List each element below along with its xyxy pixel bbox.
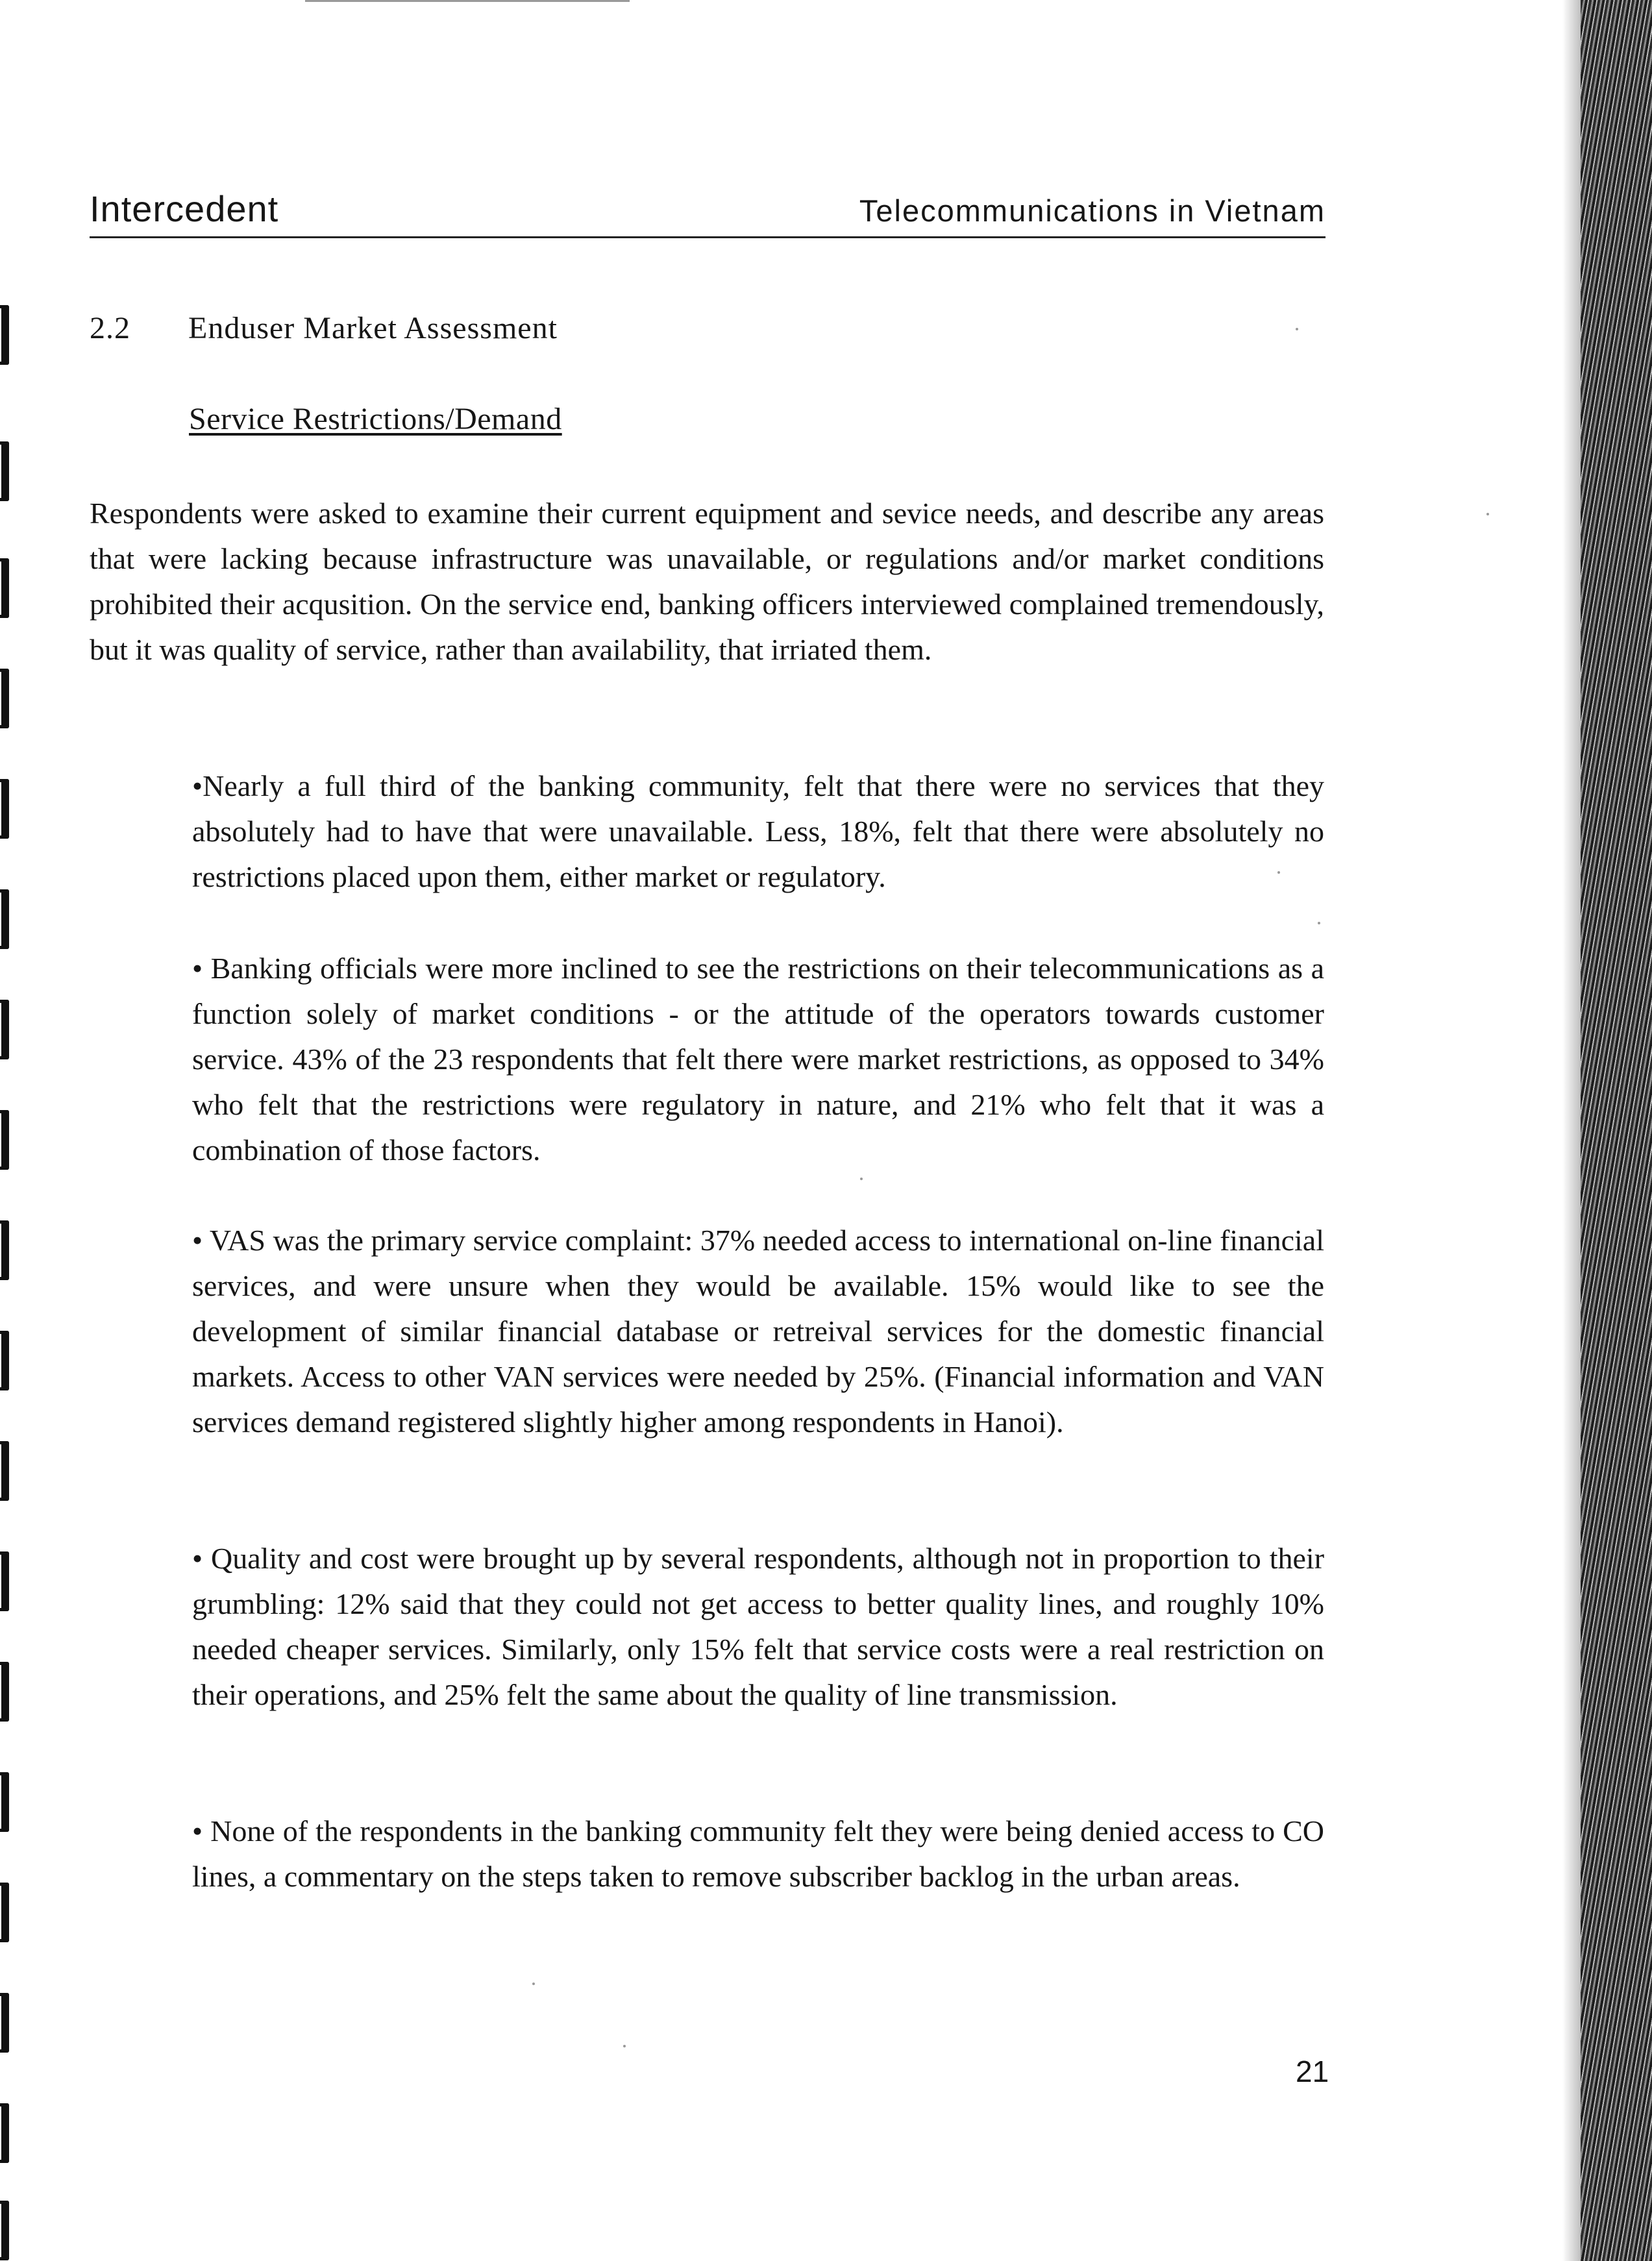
scan-speck xyxy=(623,2045,626,2047)
binder-ring-icon xyxy=(0,305,9,365)
subheading: Service Restrictions/Demand xyxy=(189,402,562,436)
bullet-text: Nearly a full third of the banking community, felt that there were no services that they absolutely had to have that were unavailable. Less, 18%, felt that there were absolutely no restrictions placed upon them, either market or regulatory. xyxy=(192,769,1324,893)
scan-speck xyxy=(1277,871,1280,874)
binder-ring-icon xyxy=(0,1993,9,2053)
binder-ring-icon xyxy=(0,1883,9,1942)
page-number: 21 xyxy=(1296,2055,1329,2088)
intro-paragraph: Respondents were asked to examine their current equipment and sevice needs, and describe any areas that were lacking because infrastructure was unavailable, or regulations and/or market conditions prohibited their acqusition. On the service end, banking officers interviewed complained tremendously, but it was quality of service, rather than availability, that irriated them. xyxy=(90,497,1324,666)
binder-ring-icon xyxy=(0,2103,9,2163)
binder-rings xyxy=(0,0,21,2261)
bullet-icon: • xyxy=(192,769,203,802)
binder-ring-icon xyxy=(0,2201,9,2260)
bullet-text: Banking officials were more inclined to see the restrictions on their telecommunications as a function solely of market conditions - or the attitude of the operators towards customer service. 43% of the 23 respondents that felt there were market restrictions, as opposed to 34% who felt that the restrictions were regulatory in nature, and 21% who felt that it was a combination of those factors. xyxy=(192,952,1325,1167)
section-number: 2.2 xyxy=(90,311,130,345)
binder-ring-icon xyxy=(0,1441,9,1501)
bullet-icon: • xyxy=(192,1224,203,1257)
binder-ring-icon xyxy=(0,441,9,501)
binder-ring-icon xyxy=(0,779,9,839)
binder-ring-icon xyxy=(0,1772,9,1832)
binder-ring-icon xyxy=(0,1662,9,1722)
binder-ring-icon xyxy=(0,558,9,618)
scan-speck xyxy=(1486,513,1489,515)
running-header xyxy=(90,187,1325,238)
section-heading xyxy=(90,310,558,346)
header-company: Intercedent xyxy=(90,188,279,229)
bullet-text: None of the respondents in the banking community felt they were being denied access to CO lines, a commentary on the steps taken to remove subscriber backlog in the urban areas. xyxy=(192,1814,1324,1893)
binder-ring-icon xyxy=(0,669,9,728)
scan-speck xyxy=(1318,922,1320,924)
bullet-text: VAS was the primary service complaint: 37% needed access to international on-line financial services, and were unsure when they would be available. 15% would like to see the development of similar financial database or retreival services for the domestic financial markets. Access to other VAN services were needed by 25%. (Financial information and VAN services demand registered slightly higher among respondents in Hanoi). xyxy=(192,1224,1324,1439)
scan-top-rule xyxy=(305,0,630,2)
bullet-paragraph xyxy=(192,1809,1324,1899)
binding-edge-texture xyxy=(1581,0,1652,2261)
bullet-icon: • xyxy=(192,1542,203,1575)
binder-ring-icon xyxy=(0,1220,9,1280)
header-document-title: Telecommunications in Vietnam xyxy=(859,193,1325,228)
binder-ring-icon xyxy=(0,889,9,949)
binder-ring-icon xyxy=(0,1000,9,1059)
binder-ring-icon xyxy=(0,1110,9,1170)
section-title: Enduser Market Assessment xyxy=(188,311,558,345)
scan-speck xyxy=(860,1178,863,1180)
bullet-paragraph xyxy=(192,946,1324,1173)
scan-speck xyxy=(1296,328,1298,330)
binder-ring-icon xyxy=(0,1551,9,1611)
bullet-paragraph xyxy=(192,1536,1324,1718)
bullet-text: Quality and cost were brought up by several respondents, although not in proportion to their grumbling: 12% said that they could not get access to better quality lines, and roughly 10% needed cheaper services. Similarly, only 15% felt that service costs were a real restriction on their operations, and 25% felt the same about the quality of line transmission. xyxy=(192,1542,1325,1711)
bullet-icon: • xyxy=(192,1814,203,1847)
bullet-paragraph xyxy=(192,1218,1324,1445)
bullet-icon: • xyxy=(192,952,203,985)
scan-speck xyxy=(532,1983,535,1985)
binder-ring-icon xyxy=(0,1331,9,1390)
bullet-paragraph xyxy=(192,763,1324,900)
